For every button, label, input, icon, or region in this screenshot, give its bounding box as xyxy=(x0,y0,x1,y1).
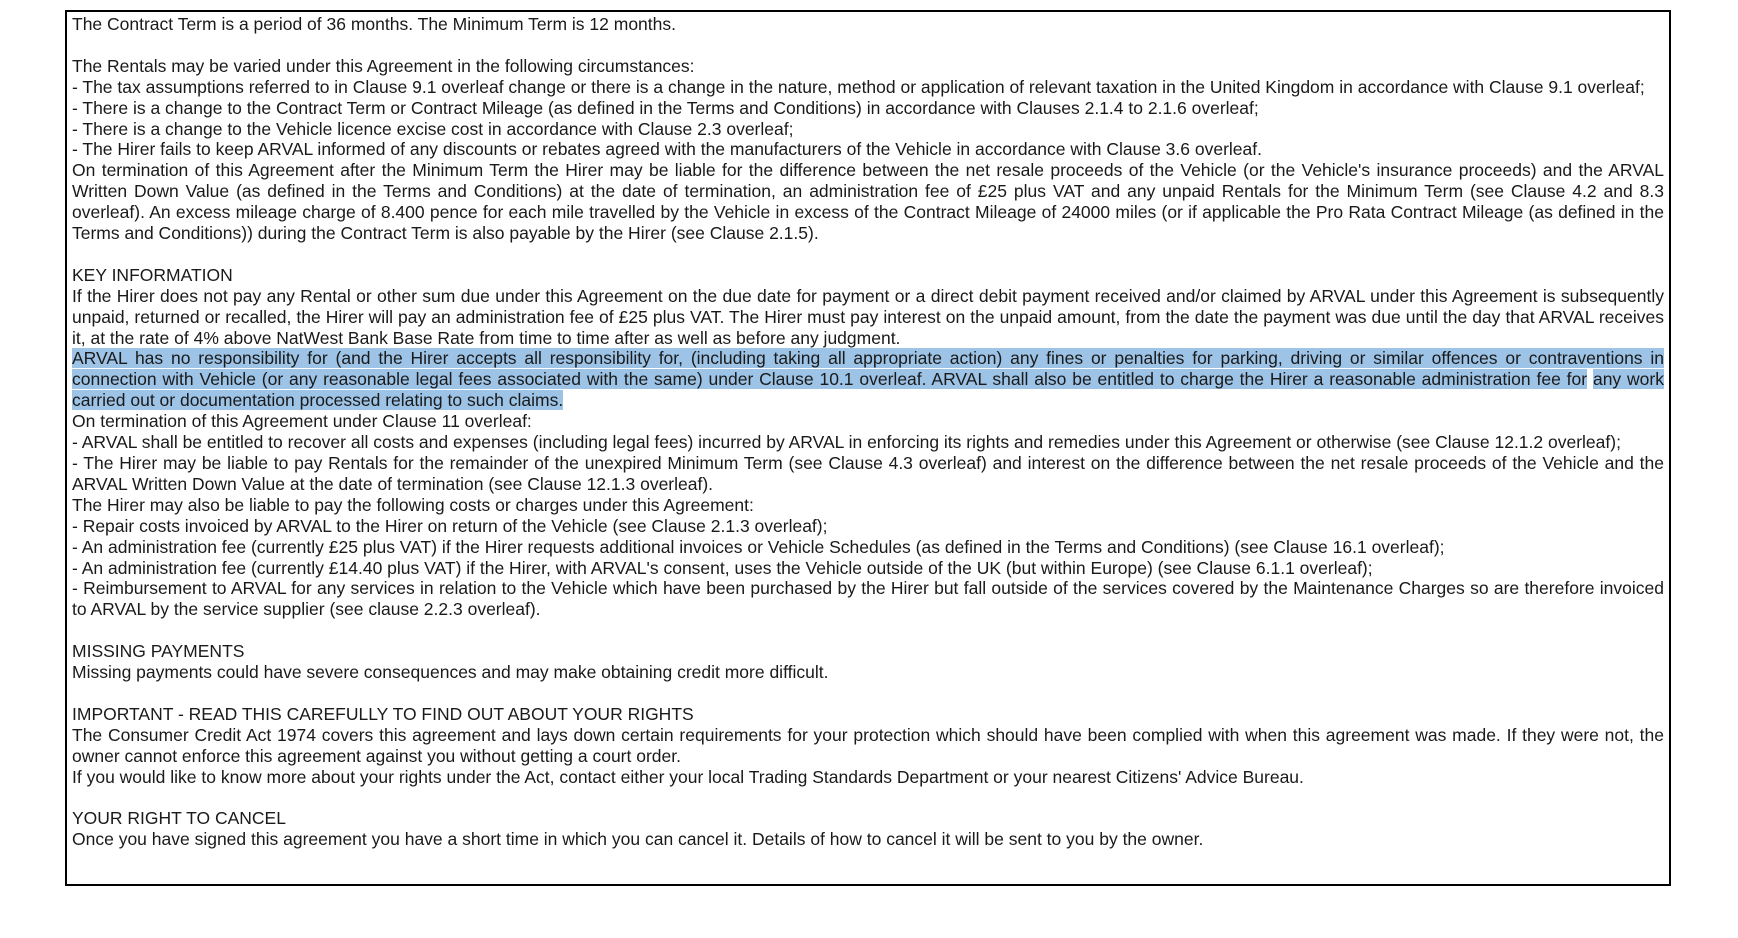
important-text: The Consumer Credit Act 1974 covers this agreement and lays down certain requirements for your protection which should have been complied with when this agreement was made. If they were not, the owner cannot enforce this agreement against you without getting a court order. xyxy=(72,724,1664,766)
termination-item: - ARVAL shall be entitled to recover all costs and expenses (including legal fees) incurred by ARVAL in enforcing its rights and remedies under this Agreement or otherwise (see Clause 12.1.2 overleaf); xyxy=(72,432,1621,453)
rentals-lead: The Rentals may be varied under this Agreement in the following circumstances: xyxy=(72,55,695,76)
document-text xyxy=(72,14,1664,850)
spacer xyxy=(72,683,1664,704)
rentals-termination-text: On termination of this Agreement after the Minimum Term the Hirer may be liable for the difference between the net resale proceeds of the Vehicle (or the Vehicle's insurance proceeds) and the ARVAL Written Down Value (as defined in the Terms and Conditions) at the date of termination, an administration fee of £25 plus VAT and any unpaid Rentals for the Minimum Term (see Clause 4.2 and 8.3 overleaf). An excess mileage charge of 8.400 pence for each mile travelled by the Vehicle in excess of the Contract Mileage of 24000 miles (or if applicable the Pro Rata Contract Mileage (as defined in the Terms and Conditions)) during the Contract Term is also payable by the Hirer (see Clause 2.1.5). xyxy=(72,160,1664,244)
charges-item: - Reimbursement to ARVAL for any services in relation to the Vehicle which have been purchased by the Hirer but fall outside of the services covered by the Maintenance Charges so are therefore invoiced to ARVAL by the service supplier (see clause 2.2.3 overleaf). xyxy=(72,578,1664,620)
key-information-heading: KEY INFORMATION xyxy=(72,264,233,285)
spacer xyxy=(72,244,1664,265)
contract-term-text: The Contract Term is a period of 36 months. The Minimum Term is 12 months. xyxy=(72,14,676,34)
cancel-text: Once you have signed this agreement you have a short time in which you can cancel it. Details of how to cancel it will be sent to you by the owner. xyxy=(72,829,1204,850)
missing-payments-heading: MISSING PAYMENTS xyxy=(72,641,245,662)
charges-lead: The Hirer may also be liable to pay the following costs or charges under this Agreement: xyxy=(72,494,754,515)
spacer xyxy=(72,787,1664,808)
cancel-heading: YOUR RIGHT TO CANCEL xyxy=(72,808,286,829)
spacer xyxy=(72,620,1664,641)
termination-lead: On termination of this Agreement under Clause 11 overleaf: xyxy=(72,411,532,432)
selected-fines-text-end[interactable]: any work carried out or documentation processed relating to such claims. xyxy=(72,369,1664,411)
rentals-item: - The Hirer fails to keep ARVAL informed of any discounts or rebates agreed with the manufacturers of the Vehicle in accordance with Clause 3.6 overleaf. xyxy=(72,139,1262,160)
spacer xyxy=(72,35,1664,56)
charges-item: - An administration fee (currently £14.40 plus VAT) if the Hirer, with ARVAL's consent, uses the Vehicle outside of the UK (but within Europe) (see Clause 6.1.1 overleaf); xyxy=(72,557,1373,578)
charges-item: - An administration fee (currently £25 plus VAT) if the Hirer requests additional invoices or Vehicle Schedules (as defined in the Terms and Conditions) (see Clause 16.1 overleaf); xyxy=(72,536,1445,557)
important-text: If you would like to know more about your rights under the Act, contact either your local Trading Standards Department or your nearest Citizens' Advice Bureau. xyxy=(72,766,1304,787)
rentals-item: - There is a change to the Contract Term or Contract Mileage (as defined in the Terms and Conditions) in accordance with Clauses 2.1.4 to 2.1.6 overleaf; xyxy=(72,97,1259,118)
payment-text: If the Hirer does not pay any Rental or other sum due under this Agreement on the due date for payment or a direct debit payment received and/or claimed by ARVAL under this Agreement is subsequently unpaid, returned or recalled, the Hirer will pay an administration fee of £25 plus VAT. The Hirer must pay interest on the unpaid amount, from the date the payment was due until the day that ARVAL receives it, at the rate of 4% above NatWest Bank Base Rate from time to time after as well as before any judgment. xyxy=(72,285,1664,348)
rentals-item: - There is a change to the Vehicle licence excise cost in accordance with Clause 2.3 overleaf; xyxy=(72,118,794,139)
selected-text[interactable] xyxy=(72,348,1664,411)
important-heading: IMPORTANT - READ THIS CAREFULLY TO FIND OUT ABOUT YOUR RIGHTS xyxy=(72,703,694,724)
selected-fines-text[interactable]: ARVAL has no responsibility for (and the Hirer accepts all responsibility for, (including taking all appropriate action) any fines or penalties for parking, driving or similar offences or contraventions in connection with Vehicle (or any reasonable legal fees associated with the same) under Clause 10.1 overleaf. ARVAL shall also be entitled to charge the Hirer a reasonable administration fee for xyxy=(72,348,1664,390)
charges-item: - Repair costs invoiced by ARVAL to the Hirer on return of the Vehicle (see Clause 2.1.3 overleaf); xyxy=(72,515,828,536)
missing-payments-text: Missing payments could have severe consequences and may make obtaining credit more difficult. xyxy=(72,662,829,683)
document-frame xyxy=(65,10,1671,886)
termination-item: - The Hirer may be liable to pay Rentals for the remainder of the unexpired Minimum Term (see Clause 4.3 overleaf) and interest on the difference between the net resale proceeds of the Vehicle and the ARVAL Written Down Value at the date of termination (see Clause 12.1.3 overleaf). xyxy=(72,453,1664,494)
rentals-item: - The tax assumptions referred to in Clause 9.1 overleaf change or there is a change in the nature, method or application of relevant taxation in the United Kingdom in accordance with Clause 9.1 overleaf; xyxy=(72,76,1645,97)
